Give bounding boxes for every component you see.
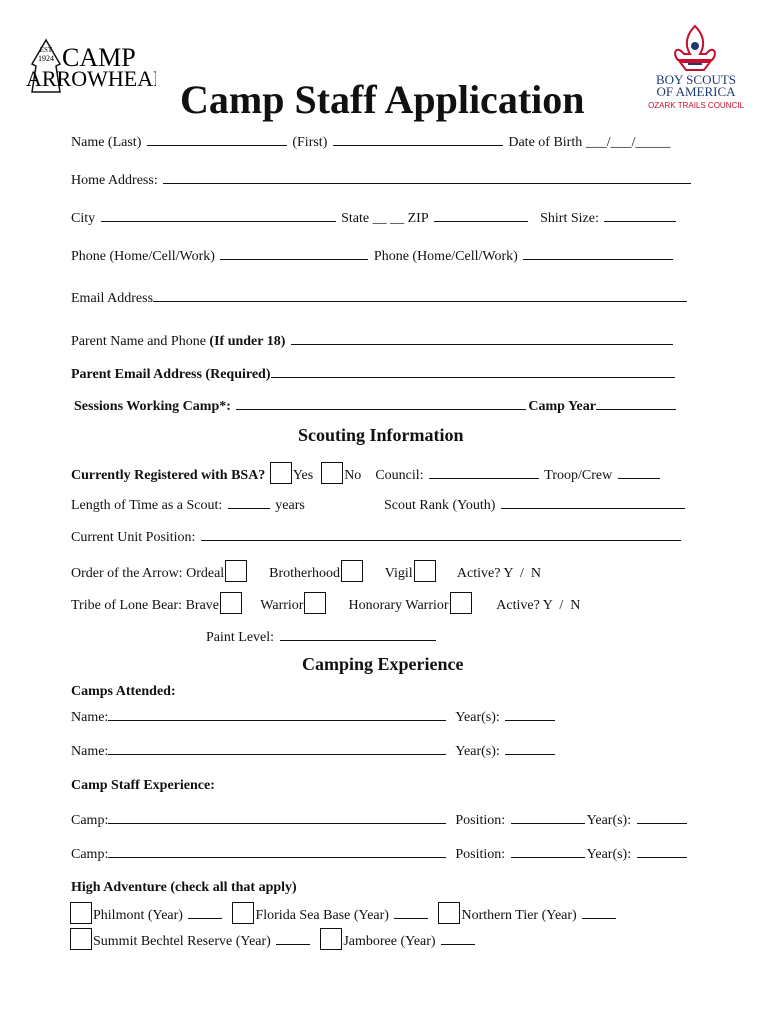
parent-email-label: Parent Email Address (Required) <box>71 367 271 382</box>
tribe-active-label: Active? <box>496 598 540 613</box>
sessions-field[interactable] <box>236 397 526 410</box>
brotherhood-label: Brotherhood <box>269 566 340 581</box>
florida-year-field[interactable] <box>394 906 428 919</box>
home-address-field[interactable] <box>163 171 691 184</box>
fleur-de-lis-icon <box>632 24 760 116</box>
registered-no-label: No <box>344 468 362 483</box>
phone1-label: Phone (Home/Cell/Work) <box>71 249 215 264</box>
ordeal-label: Ordeal <box>186 566 225 581</box>
bsa-line1: BOY SCOUTS <box>655 72 737 87</box>
staff-position-field[interactable] <box>511 845 585 858</box>
warrior-label: Warrior <box>260 598 304 613</box>
camp-name-label: Name: <box>71 710 109 725</box>
staff-years-label: Year(s): <box>586 813 632 828</box>
camp-years-field[interactable] <box>505 708 555 721</box>
camp-name-field[interactable] <box>108 708 446 721</box>
brotherhood-checkbox[interactable] <box>341 560 363 582</box>
name-first-field[interactable] <box>333 133 503 146</box>
zip-field[interactable] <box>434 209 528 222</box>
length-row <box>71 496 305 514</box>
staff-camp-field[interactable] <box>108 845 446 858</box>
oa-active-label: Active? <box>456 566 501 581</box>
tribe-active-slash: / <box>559 598 564 613</box>
camp-est-text: EST <box>39 46 53 54</box>
staff-years-field[interactable] <box>637 845 687 858</box>
philmont-label: Philmont (Year) <box>93 908 183 923</box>
parent-email-field[interactable] <box>271 365 675 378</box>
jamboree-year-field[interactable] <box>441 932 475 945</box>
staff-camp-field[interactable] <box>108 811 446 824</box>
tribe-label: Tribe of Lone Bear: <box>71 598 183 613</box>
troop-label: Troop/Crew <box>544 468 613 483</box>
registered-label: Currently Registered with BSA? <box>71 468 266 483</box>
state-field[interactable]: __ __ <box>372 211 405 226</box>
camps-attended-row-1 <box>71 708 557 726</box>
home-address-row <box>71 171 693 189</box>
honorary-checkbox[interactable] <box>450 592 472 614</box>
staff-camp-label: Camp: <box>71 847 109 862</box>
camp-year-label: Camp Year <box>528 399 596 414</box>
phone2-field[interactable] <box>523 247 673 260</box>
length-label: Length of Time as a Scout: <box>71 498 223 513</box>
unit-position-label: Current Unit Position: <box>71 530 196 545</box>
jamboree-checkbox[interactable] <box>320 928 342 950</box>
camps-attended-label: Camps Attended: <box>71 684 176 699</box>
page-title: Camp Staff Application <box>180 77 585 122</box>
email-row <box>71 289 689 307</box>
rank-label: Scout Rank (Youth) <box>384 498 496 513</box>
vigil-label: Vigil <box>384 566 413 581</box>
home-address-label: Home Address: <box>71 173 158 188</box>
northern-tier-label: Northern Tier (Year) <box>461 908 577 923</box>
oa-label: Order of the Arrow: <box>71 566 183 581</box>
phone-row <box>71 247 675 265</box>
name-last-field[interactable] <box>147 133 287 146</box>
honorary-label: Honorary Warrior <box>348 598 449 613</box>
brave-label: Brave <box>185 598 220 613</box>
years-label: years <box>275 498 305 513</box>
parent-name-field[interactable] <box>291 332 673 345</box>
paint-field[interactable] <box>280 628 436 641</box>
staff-position-label: Position: <box>455 813 506 828</box>
troop-field[interactable] <box>618 466 660 479</box>
staff-years-label: Year(s): <box>586 847 632 862</box>
staff-experience-label: Camp Staff Experience: <box>71 778 215 793</box>
camping-heading: Camping Experience <box>302 654 464 674</box>
state-label: State <box>341 211 370 226</box>
phone2-label: Phone (Home/Cell/Work) <box>373 249 518 264</box>
oa-active-slash: / <box>519 566 524 581</box>
name-first-label: (First) <box>292 135 328 150</box>
email-label: Email Address <box>71 291 154 306</box>
philmont-year-field[interactable] <box>188 906 222 919</box>
high-adventure-row-2 <box>69 928 477 950</box>
registered-no-checkbox[interactable] <box>321 462 343 484</box>
oa-active-no[interactable]: N <box>530 566 541 581</box>
parent-name-note: (If under 18) <box>209 334 286 349</box>
summit-year-field[interactable] <box>276 932 310 945</box>
bsa-logo <box>632 24 760 116</box>
bsa-line2: OF AMERICA <box>656 84 736 99</box>
city-label: City <box>71 211 96 226</box>
staff-position-label: Position: <box>455 847 506 862</box>
sessions-row <box>74 397 678 415</box>
summit-label: Summit Bechtel Reserve (Year) <box>93 934 271 949</box>
camp-years-label: Year(s): <box>455 744 500 759</box>
arrowhead-word: ARROWHEAD <box>26 66 156 91</box>
florida-checkbox[interactable] <box>232 902 254 924</box>
length-field[interactable] <box>228 496 270 509</box>
camps-attended-row-2 <box>71 742 557 760</box>
high-adventure-row-1 <box>69 902 618 924</box>
camp-year-text: 1924 <box>38 54 54 63</box>
vigil-checkbox[interactable] <box>414 560 436 582</box>
staff-camp-label: Camp: <box>71 813 109 828</box>
bsa-line3: OZARK TRAILS COUNCIL <box>648 101 744 110</box>
camp-name-field[interactable] <box>108 742 446 755</box>
ordeal-checkbox[interactable] <box>225 560 247 582</box>
rank-row <box>384 496 687 514</box>
shirt-size-label: Shirt Size: <box>540 211 599 226</box>
shirt-size-field[interactable] <box>604 209 676 222</box>
city-row <box>71 209 678 227</box>
oa-row <box>71 560 541 582</box>
northern-tier-year-field[interactable] <box>582 906 616 919</box>
camp-word: CAMP <box>62 43 136 72</box>
oa-active-yes[interactable]: Y <box>503 566 513 581</box>
parent-name-label: Parent Name and Phone <box>71 334 206 349</box>
unit-position-field[interactable] <box>201 528 681 541</box>
arrowhead-icon <box>26 36 156 96</box>
unit-position-row <box>71 528 683 546</box>
dob-label: Date of Birth <box>508 135 583 150</box>
email-field[interactable] <box>153 289 687 302</box>
staff-row-2 <box>71 845 689 863</box>
name-row <box>71 133 671 151</box>
name-last-label: Name (Last) <box>71 135 142 150</box>
camp-years-label: Year(s): <box>455 710 500 725</box>
registered-row <box>71 462 662 484</box>
camp-year-field[interactable] <box>596 397 676 410</box>
paint-label: Paint Level: <box>206 630 275 645</box>
high-adventure-label: High Adventure (check all that apply) <box>71 880 297 895</box>
brave-checkbox[interactable] <box>220 592 242 614</box>
city-field[interactable] <box>101 209 336 222</box>
northern-tier-checkbox[interactable] <box>438 902 460 924</box>
registered-yes-checkbox[interactable] <box>270 462 292 484</box>
staff-row-1 <box>71 811 689 829</box>
paint-row <box>206 628 438 646</box>
tribe-active-no[interactable]: N <box>570 598 581 613</box>
florida-label: Florida Sea Base (Year) <box>255 908 389 923</box>
scouting-heading: Scouting Information <box>298 425 464 445</box>
summit-checkbox[interactable] <box>70 928 92 950</box>
phone1-field[interactable] <box>220 247 368 260</box>
registered-yes-label: Yes <box>292 468 314 483</box>
camp-years-field[interactable] <box>505 742 555 755</box>
council-label: Council: <box>375 468 424 483</box>
staff-position-field[interactable] <box>511 811 585 824</box>
camp-name-label: Name: <box>71 744 109 759</box>
warrior-checkbox[interactable] <box>304 592 326 614</box>
tribe-row <box>71 592 580 614</box>
rank-field[interactable] <box>501 496 685 509</box>
camp-arrowhead-logo <box>26 36 156 96</box>
tribe-active-yes[interactable]: Y <box>542 598 553 613</box>
sessions-label: Sessions Working Camp*: <box>74 399 231 414</box>
zip-label: ZIP <box>407 211 429 226</box>
jamboree-label: Jamboree (Year) <box>343 934 436 949</box>
parent-email-row <box>71 365 677 383</box>
staff-years-field[interactable] <box>637 811 687 824</box>
philmont-checkbox[interactable] <box>70 902 92 924</box>
dob-field[interactable]: ___/___/_____ <box>585 135 671 150</box>
parent-name-row <box>71 332 675 350</box>
council-field[interactable] <box>429 466 539 479</box>
